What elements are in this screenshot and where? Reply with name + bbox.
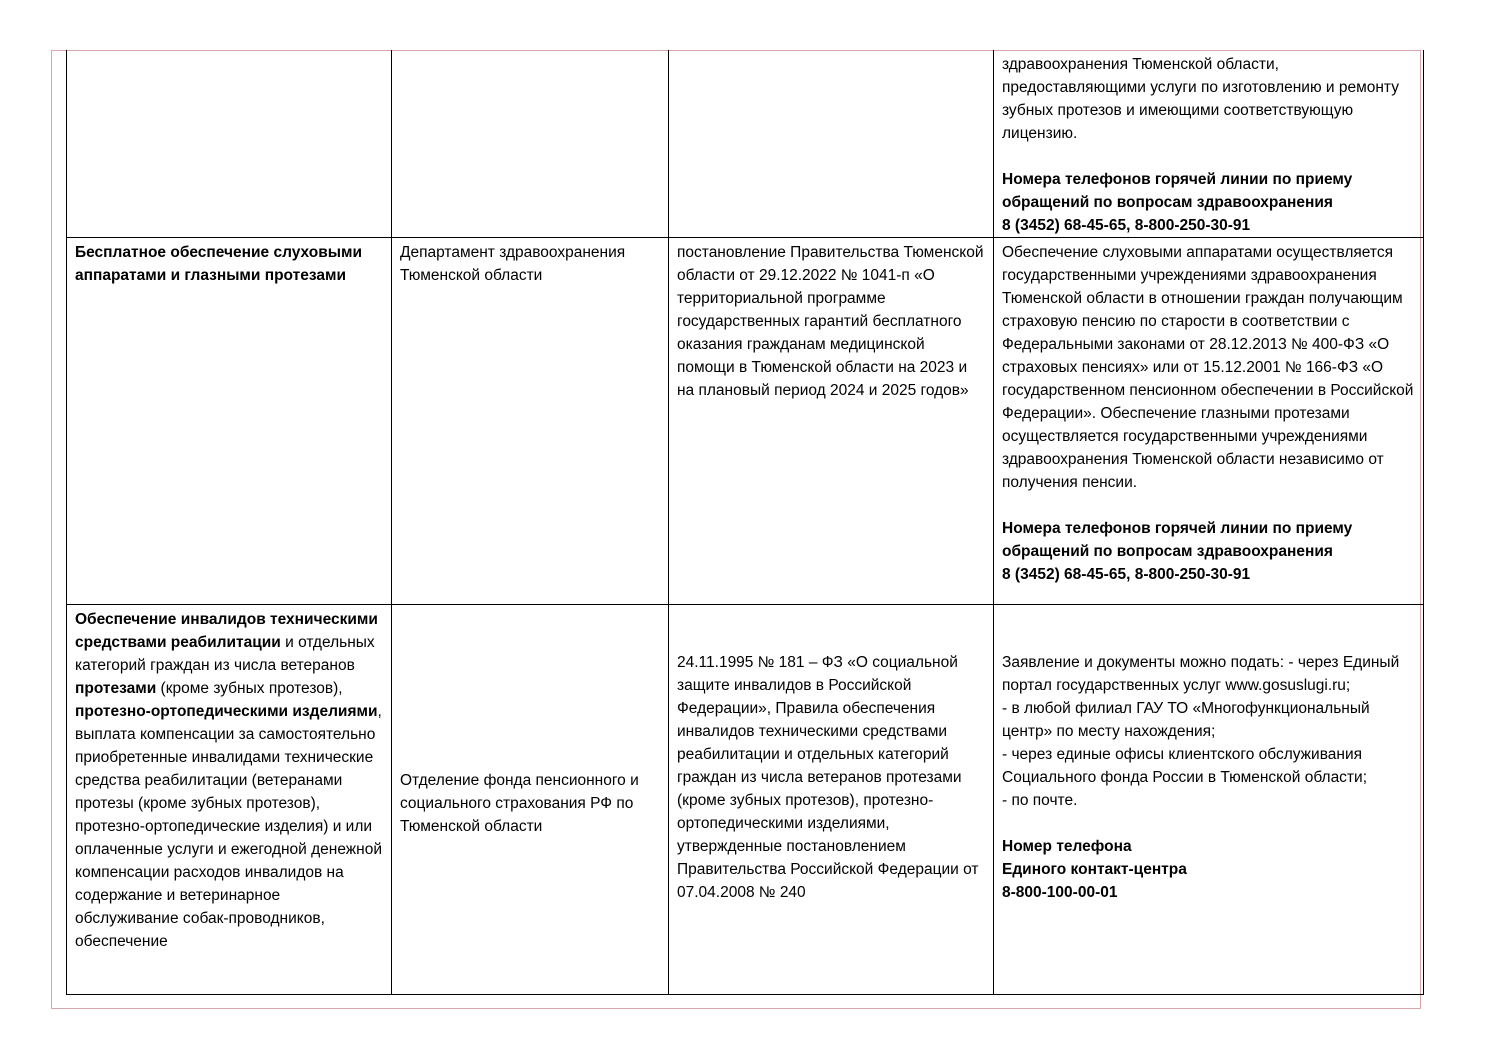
- cell-service: [67, 605, 392, 995]
- service-text-3: , выплата компенсации за самостоятельно приобретенные инвалидами технические средства реабилитации (ветеранами протезы (кроме зубных протезов), протезно-ортопедические изделия) и или оплаченные услуги и ежегодной денежной компенсации расходов инвалидов на содержание и ветеринарное обслуживание собак-проводников, обеспечение: [75, 703, 383, 950]
- cell-details: [994, 605, 1424, 995]
- service-bold-2: протезами: [75, 680, 157, 697]
- legal-basis-text: 24.11.1995 № 181 – ФЗ «О социальной защите инвалидов в Российской Федерации», Правила обеспечения инвалидов техническими средствами реабилитации и отдельных категорий граждан из числа ветеранов протезами (кроме зубных протезов), протезно-ортопедическими изделиями, утвержденные постановлением Правительства Российской Федерации от 07.04.2008 № 240: [677, 654, 979, 901]
- hotline-title: Номера телефонов горячей линии по приему обращений по вопросам здравоохранения: [1002, 520, 1353, 560]
- agency-name: Отделение фонда пенсионного и социального страхования РФ по Тюменской области: [400, 772, 639, 835]
- service-bold-1: Обеспечение инвалидов техническими средствами реабилитации: [75, 611, 378, 651]
- cell-service: [67, 238, 392, 605]
- phone-center: Единого контакт-центра: [1002, 861, 1187, 878]
- cell-agency: [392, 605, 669, 995]
- service-text-1: и отдельных категорий граждан из числа ветеранов: [75, 634, 375, 674]
- table-row: [67, 50, 1424, 238]
- details-line-4: - по почте.: [1002, 792, 1078, 809]
- services-table: [66, 50, 1424, 995]
- hotline-phones: 8 (3452) 68-45-65, 8-800-250-30-91: [1002, 217, 1251, 234]
- table-row: [67, 238, 1424, 605]
- cell-details: [994, 50, 1424, 238]
- cell-legal-basis: [669, 605, 994, 995]
- legal-basis-text: постановление Правительства Тюменской области от 29.12.2022 № 1041-п «О территориальной программе государственных гарантий бесплатного оказания гражданам медицинской помощи в Тюменской области на 2023 и на плановый период 2024 и 2025 годов»: [677, 244, 984, 399]
- phone-title: Номер телефона: [1002, 838, 1132, 855]
- hotline-title: Номера телефонов горячей линии по приему обращений по вопросам здравоохранения: [1002, 171, 1353, 211]
- service-text-2: (кроме зубных протезов),: [156, 680, 343, 697]
- cell-legal-basis: [669, 238, 994, 605]
- details-text: здравоохранения Тюменской области, предоставляющими услуги по изготовлению и ремонту зубных протезов и имеющими соответствующую лицензию.: [1002, 56, 1399, 142]
- details-line-1: Заявление и документы можно подать: - через Единый портал государственных услуг www.gosuslugi.ru;: [1002, 654, 1400, 694]
- details-line-3: - через единые офисы клиентского обслуживания Социального фонда России в Тюменской области;: [1002, 746, 1367, 786]
- details-line-2: - в любой филиал ГАУ ТО «Многофункциональный центр» по месту нахождения;: [1002, 700, 1370, 740]
- hotline-phones: 8 (3452) 68-45-65, 8-800-250-30-91: [1002, 566, 1251, 583]
- phone-number: 8-800-100-00-01: [1002, 884, 1118, 901]
- cell-agency: [392, 238, 669, 605]
- cell-agency: [392, 50, 669, 238]
- service-title: Бесплатное обеспечение слуховыми аппаратами и глазными протезами: [75, 244, 362, 284]
- agency-name: Департамент здравоохранения Тюменской области: [400, 244, 626, 284]
- cell-service: [67, 50, 392, 238]
- details-text: Обеспечение слуховыми аппаратами осуществляется государственными учреждениями здравоохранения Тюменской области в отношении граждан получающим страховую пенсию по старости в соответствии с Федеральными законами от 28.12.2013 № 400-ФЗ «О страховых пенсиях» или от 15.12.2001 № 166-ФЗ «О государственном пенсионном обеспечении в Российской Федерации». Обеспечение глазными протезами осуществляется государственными учреждениями здравоохранения Тюменской области независимо от получения пенсии.: [1002, 244, 1414, 491]
- cell-legal-basis: [669, 50, 994, 238]
- service-bold-3: протезно-ортопедическими изделиями: [75, 703, 378, 720]
- table-row: [67, 605, 1424, 995]
- cell-details: [994, 238, 1424, 605]
